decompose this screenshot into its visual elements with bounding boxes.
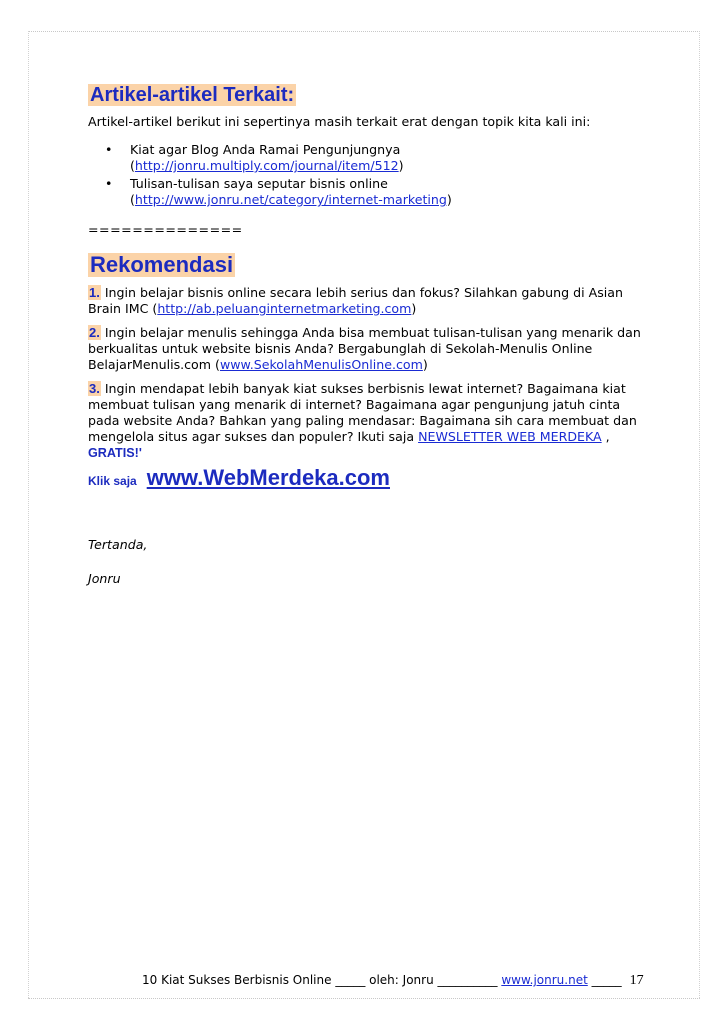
bullet-icon: • — [105, 142, 113, 157]
related-item-title: Kiat agar Blog Anda Ramai Pengunjungnya — [130, 142, 401, 157]
related-item-link[interactable]: http://jonru.multiply.com/journal/item/512 — [134, 158, 399, 173]
recommend-item-1-link[interactable]: http://ab.peluanginternetmarketing.com — [157, 301, 412, 317]
related-intro: Artikel-artikel berikut ini sepertinya masih terkait erat dengan topik kita kali ini: — [88, 114, 591, 129]
item-number: 3. — [89, 381, 100, 397]
webmerdeka-link[interactable]: www.WebMerdeka.com — [146, 465, 390, 491]
page-border-left — [28, 31, 29, 998]
signature-name: Jonru — [88, 571, 121, 587]
signature-closing: Tertanda, — [88, 537, 148, 553]
recommend-item-2: 2. Ingin belajar menulis sehingga Anda bisa membuat tulisan-tulisan yang menarik dan berkualitas untuk website bisnis Anda? Bergabunglah di Sekolah-Menulis Online BelajarMenulis.com (www.SekolahMenulisOnline.com) — [88, 325, 641, 373]
bullet-icon: • — [105, 176, 113, 191]
related-list — [88, 142, 648, 208]
page-number: 17 — [629, 973, 644, 988]
klik-label: Klik saja — [88, 474, 137, 489]
related-item-title: Tulisan-tulisan saya seputar bisnis online — [130, 176, 388, 191]
item-number: 1. — [89, 285, 100, 301]
recommend-heading: Rekomendasi — [90, 252, 234, 277]
item-number: 2. — [89, 325, 100, 341]
recommend-item-1: 1. Ingin belajar bisnis online secara lebih serius dan fokus? Silahkan gabung di Asian Brain IMC (http://ab.peluanginternetmarketing.com) — [88, 285, 623, 317]
page-border-top — [28, 31, 700, 32]
page-border-right — [699, 31, 700, 998]
list-item: • Tulisan-tulisan saya seputar bisnis online (http://www.jonru.net/category/internet-marketing) — [105, 176, 452, 207]
footer-link[interactable]: www.jonru.net — [501, 973, 588, 987]
recommend-item-2-link[interactable]: www.SekolahMenulisOnline.com — [219, 357, 423, 373]
page-footer: 10 Kiat Sukses Berbisnis Online _____ oleh: Jonru __________ www.jonru.net _____ 17 — [142, 973, 644, 988]
related-heading: Artikel-artikel Terkait: — [90, 84, 295, 106]
recommend-item-3: 3. Ingin mendapat lebih banyak kiat sukses berbisnis lewat internet? Bagaimana kiat membuat tulisan yang menarik di internet? Bagaimana agar pengunjung jatuh cinta pada website Anda? Bahkan yang paling mendasar: Bagaimana sih cara membuat dan mengelola situs agar sukses dan populer? Ikuti saja NEWSLETTER WEB MERDEKA , GRATIS!' — [88, 381, 637, 461]
footer-text: 10 Kiat Sukses Berbisnis Online _____ oleh: Jonru __________ — [142, 973, 502, 987]
newsletter-link[interactable]: NEWSLETTER WEB MERDEKA — [418, 429, 602, 445]
gratis-label: GRATIS!' — [88, 446, 142, 461]
separator: ============== — [88, 222, 243, 237]
klik-row — [88, 465, 648, 491]
list-item: • Kiat agar Blog Anda Ramai Pengunjungnya (http://jonru.multiply.com/journal/item/512) — [105, 142, 404, 173]
document-body — [88, 84, 648, 587]
page-border-bottom — [28, 998, 700, 999]
related-item-link[interactable]: http://www.jonru.net/category/internet-marketing — [134, 192, 447, 207]
